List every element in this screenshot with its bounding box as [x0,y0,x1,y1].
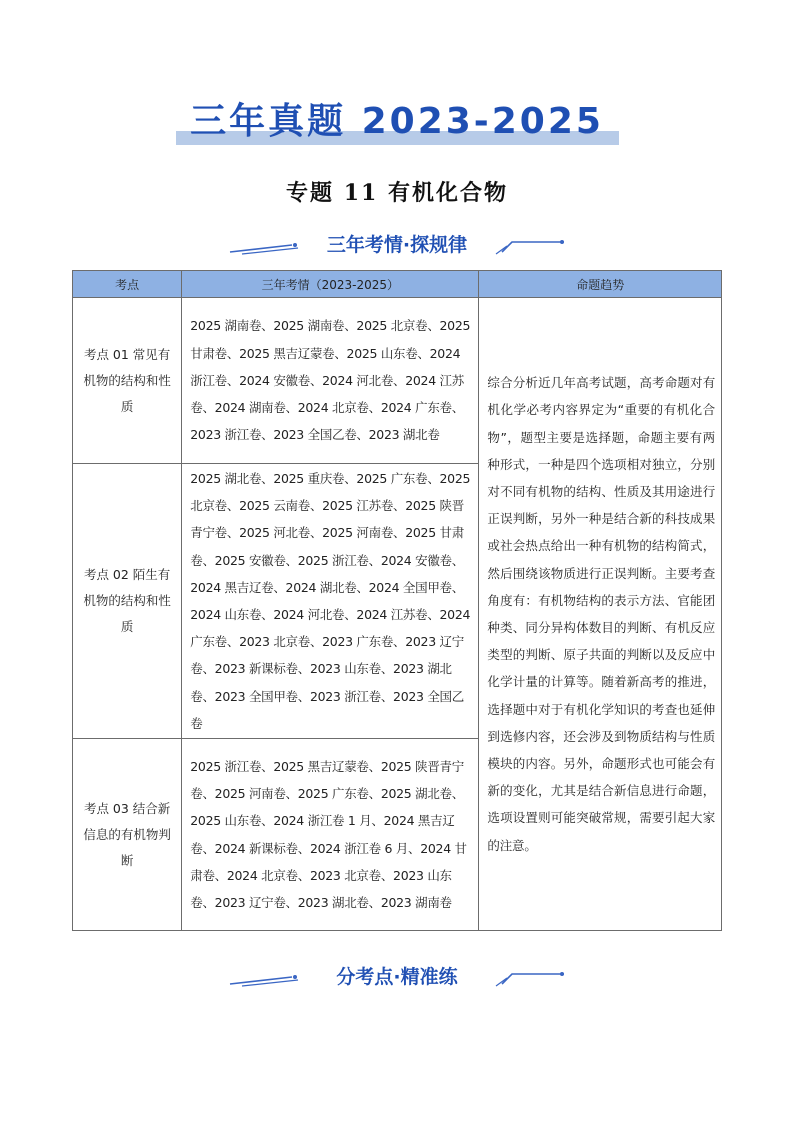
papers-cell: 2025 浙江卷、2025 黑吉辽蒙卷、2025 陕晋青宁卷、2025 河南卷、2025 广东卷、2025 湖北卷、2025 山东卷、2024 浙江卷 1 月、2024 黑吉辽卷、2024 新课标卷、2024 浙江卷 6 月、2024 甘肃卷、2024 北京卷、2023 北京卷、2023 山东卷、2023 辽宁卷、2023 湖北卷、2023 湖南卷 [182,739,479,931]
exam-point-cell: 考点 03 结合新信息的有机物判断 [73,739,182,931]
exam-point-cell: 考点 02 陌生有机物的结构和性质 [73,464,182,739]
exam-analysis-table [72,270,722,931]
right-swoosh-icon [494,236,568,256]
table-header-row [73,271,722,298]
trend-cell: 综合分析近几年高考试题，高考命题对有机化学必考内容界定为“重要的有机化合物”，题型主要是选择题，命题主要有两种形式，一种是四个选项相对独立，分别对不同有机物的结构、性质及其用途进行正误判断，另外一种是结合新的科技成果或社会热点给出一种有机物的结构简式，然后围绕该物质进行正误判断。主要考查角度有：有机物结构的表示方法、官能团种类、同分异构体数目的判断、有机反应类型的判断、原子共面的判断以及反应中化学计量的计算等。随着新高考的推进，选择题中对于有机化学知识的考查也延伸到选修内容，还会涉及到物质结构与性质模块的内容。另外，命题形式也可能会有新的变化，尤其是结合新信息进行命题，选项设置则可能突破常规，需要引起大家的注意。 [479,298,722,931]
topic-subtitle: 专题 11 有机化合物 [286,180,508,206]
column-header-trend: 命题趋势 [479,271,722,298]
section-title-practice: 分考点·精准练 [336,966,458,988]
papers-cell: 2025 湖北卷、2025 重庆卷、2025 广东卷、2025 北京卷、2025 云南卷、2025 江苏卷、2025 陕晋青宁卷、2025 河北卷、2025 河南卷、2025 甘肃卷、2025 安徽卷、2025 浙江卷、2024 安徽卷、2024 黑吉辽卷、2024 湖北卷、2024 全国甲卷、2024 山东卷、2024 河北卷、2024 江苏卷、2024 广东卷、2023 北京卷、2023 广东卷、2023 辽宁卷、2023 新课标卷、2023 山东卷、2023 湖北卷、2023 全国甲卷、2023 浙江卷、2023 全国乙卷 [182,464,479,739]
section-title-trends: 三年考情·探规律 [326,234,468,256]
page-title: 三年真题 2023-2025 [190,101,604,142]
column-header-papers: 三年考情（2023-2025） [182,271,479,298]
right-swoosh-icon [494,968,568,988]
column-header-point: 考点 [73,271,182,298]
section-header-practice [0,962,794,996]
section-header-trends [0,230,794,264]
table-row [73,298,722,464]
exam-point-cell: 考点 01 常见有机物的结构和性质 [73,298,182,464]
papers-cell: 2025 湖南卷、2025 湖南卷、2025 北京卷、2025 甘肃卷、2025 黑吉辽蒙卷、2025 山东卷、2024 浙江卷、2024 安徽卷、2024 河北卷、2024 江苏卷、2024 湖南卷、2024 北京卷、2024 广东卷、2023 浙江卷、2023 全国乙卷、2023 湖北卷 [182,298,479,464]
